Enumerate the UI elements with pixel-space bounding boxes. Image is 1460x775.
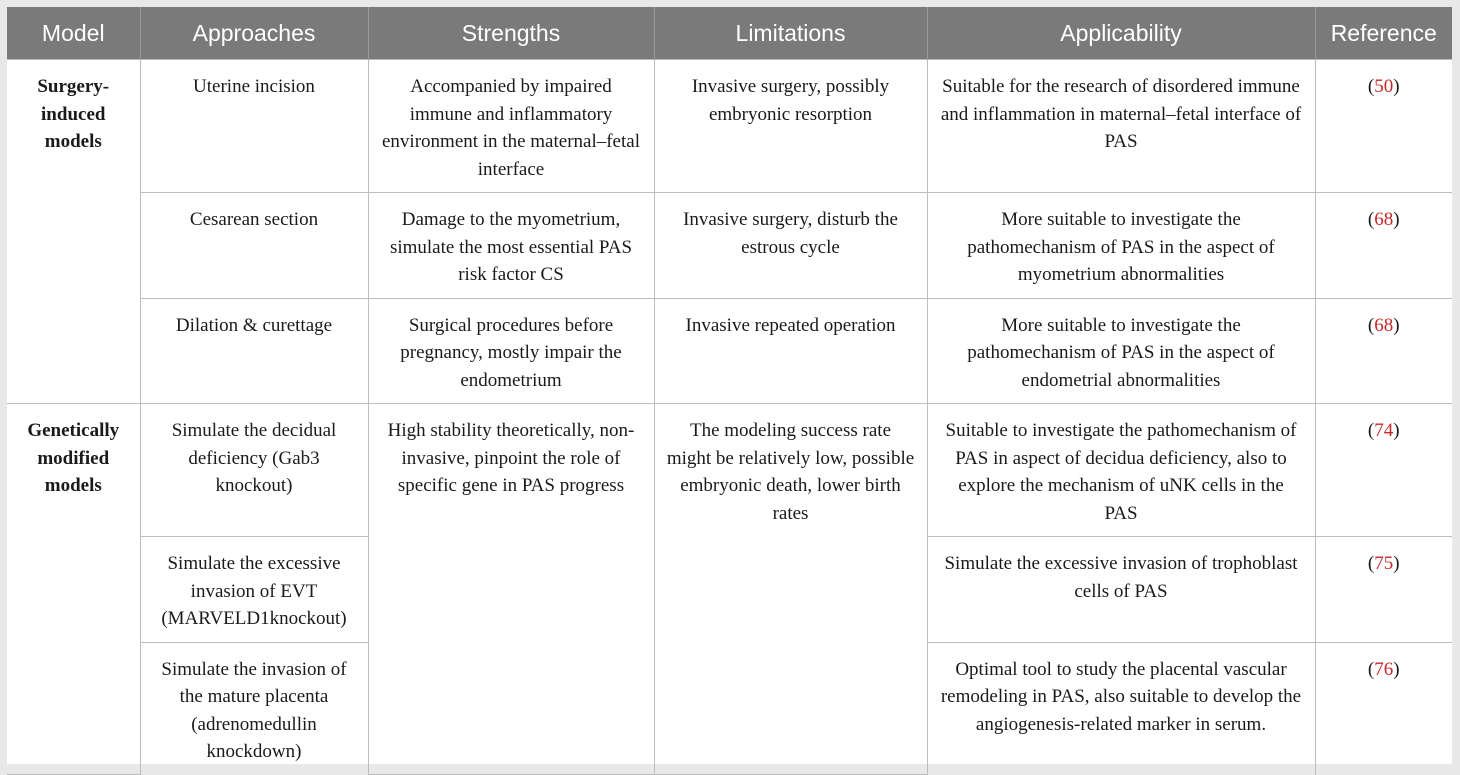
reference-cell: (50) [1315,60,1452,193]
reference-link[interactable]: 75 [1374,553,1394,574]
reference-cell: (75) [1315,537,1452,643]
reference-cell: (74) [1315,404,1452,537]
applicability-cell: More suitable to investigate the pathomechanism of PAS in the aspect of endometrial abnormalities [927,298,1315,404]
reference-cell: (68) [1315,298,1452,404]
approach-cell: Uterine incision [140,60,368,193]
header-strengths: Strengths [368,7,654,60]
header-row [7,7,1452,60]
limitations-cell: Invasive repeated operation [654,298,927,404]
header-model: Model [7,7,140,60]
models-table-frame [7,7,1452,764]
approach-cell: Simulate the excessive invasion of EVT (MARVELD1knockout) [140,537,368,643]
strengths-cell: Damage to the myometrium, simulate the most essential PAS risk factor CS [368,193,654,299]
reference-link[interactable]: 76 [1374,658,1394,680]
table-row [7,60,1452,193]
approach-cell: Dilation & curettage [140,298,368,404]
applicability-cell: Simulate the excessive invasion of trophoblast cells of PAS [927,537,1315,643]
limitations-cell-merged: The modeling success rate might be relatively low, possible embryonic death, lower birth rates [654,404,927,775]
header-limitations: Limitations [654,7,927,60]
models-table [7,7,1452,775]
strengths-cell-merged: High stability theoretically, non-invasive, pinpoint the role of specific gene in PAS progress [368,404,654,775]
limitations-cell: Invasive surgery, possibly embryonic resorption [654,60,927,193]
applicability-cell: Suitable for the research of disordered immune and inflammation in maternal–fetal interface of PAS [927,60,1315,193]
model-cell-surgery: Surgery-induced models [7,60,140,404]
reference-link[interactable]: 50 [1374,76,1394,97]
table-row [7,193,1452,299]
reference-link[interactable]: 68 [1374,314,1394,336]
approach-cell: Simulate the invasion of the mature placenta (adrenomedullin knockdown) [140,642,368,775]
table-row [7,404,1452,537]
reference-cell: (68) [1315,193,1452,299]
applicability-cell: More suitable to investigate the pathomechanism of PAS in the aspect of myometrium abnormalities [927,193,1315,299]
header-applicability: Applicability [927,7,1315,60]
model-cell-genetic: Genetically modified models [7,404,140,775]
reference-link[interactable]: 68 [1374,209,1394,230]
strengths-cell: Accompanied by impaired immune and inflammatory environment in the maternal–fetal interface [368,60,654,193]
reference-cell: (76) [1315,642,1452,775]
applicability-cell: Suitable to investigate the pathomechanism of PAS in aspect of decidua deficiency, also to explore the mechanism of uNK cells in the PAS [927,404,1315,537]
applicability-cell: Optimal tool to study the placental vascular remodeling in PAS, also suitable to develop the angiogenesis-related marker in serum. [927,642,1315,775]
approach-cell: Cesarean section [140,193,368,299]
header-approaches: Approaches [140,7,368,60]
table-row [7,298,1452,404]
approach-cell: Simulate the decidual deficiency (Gab3 knockout) [140,404,368,537]
reference-link[interactable]: 74 [1374,420,1394,441]
limitations-cell: Invasive surgery, disturb the estrous cycle [654,193,927,299]
strengths-cell: Surgical procedures before pregnancy, mostly impair the endometrium [368,298,654,404]
header-reference: Reference [1315,7,1452,60]
